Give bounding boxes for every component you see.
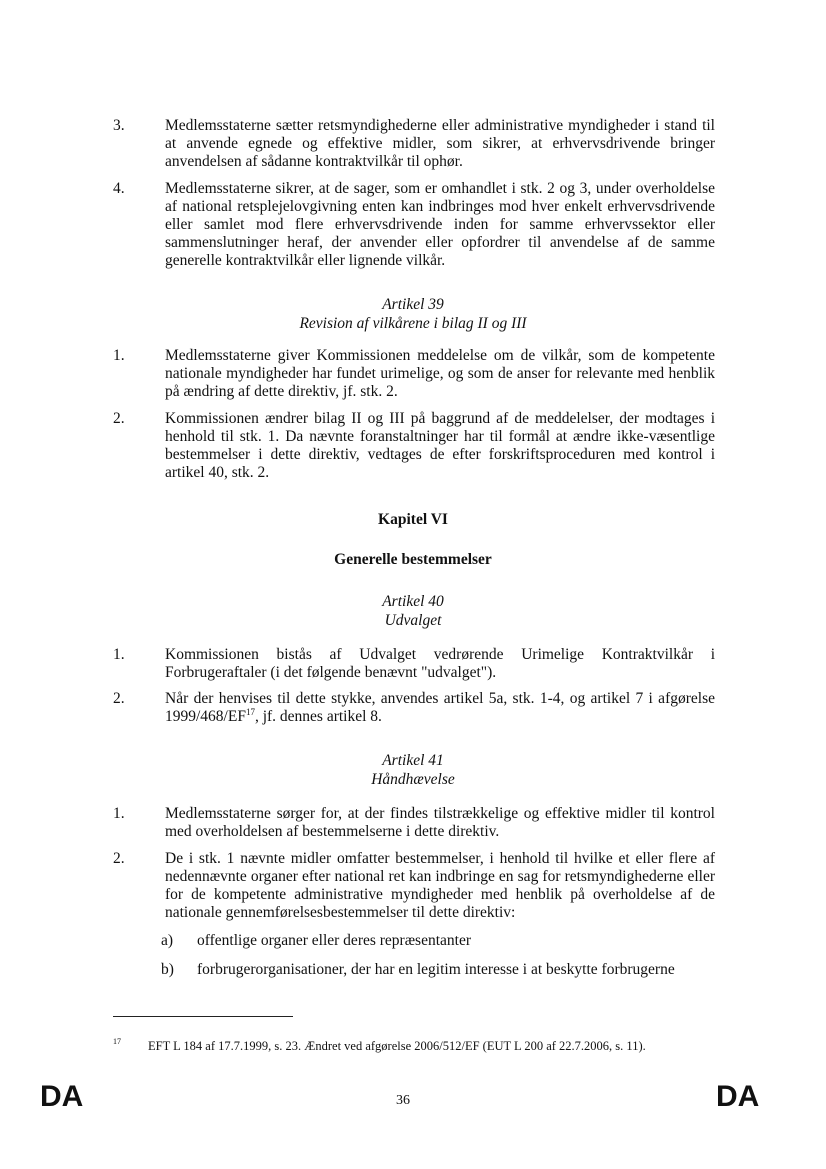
article-40-title: Artikel 40 (382, 593, 444, 610)
footnote-reference[interactable]: 17 (245, 706, 255, 717)
paragraph-text: Kommissionen bistås af Udvalget vedrørende Urimelige Kontraktvilkår i Forbrugeraftaler (i det følgende benævnt "udvalget"). (165, 646, 715, 681)
paragraph-number: 2. (113, 690, 125, 707)
paragraph-text: De i stk. 1 nævnte midler omfatter bestemmelser, i henhold til hvilke et eller flere af nedennævnte organer efter national ret kan indbringe en sag for retsmyndighederne eller for de kompetente administrative myndigheder med henblik på overholdelse af de nationale gennemførelsesbestemmelser til dette direktiv: (165, 850, 715, 921)
article-39-title: Artikel 39 (382, 296, 444, 313)
paragraph-text: Medlemsstaterne sikrer, at de sager, som er omhandlet i stk. 2 og 3, under overholdelse af national retsplejelovgivning enten kan indbringes mod hver enkelt erhvervsdrivende eller samlet mod flere erhvervsdrivende inden for samme erhvervssektor eller sammenslutninger heraf, der anvender eller opfordrer til anvendelse af de samme generelle kontraktvilkår eller lignende vilkår. (165, 180, 715, 269)
article-40-subtitle: Udvalget (384, 612, 442, 629)
paragraph-text-part: Når der henvises til dette stykke, anvendes artikel 5a, stk. 1-4, og artikel 7 i afgørelse 1999/468/EF (165, 690, 715, 725)
article-41-title: Artikel 41 (382, 752, 444, 769)
paragraph-text: Kommissionen ændrer bilag II og III på baggrund af de meddelelser, der modtages i henhold til stk. 1. Da nævnte foranstaltninger har til formål at ændre ikke-væsentlige bestemmelser i dette direktiv, vedtages de efter forskriftsproceduren med kontrol i artikel 40, stk. 2. (165, 410, 715, 481)
chapter-subtitle: Generelle bestemmelser (334, 551, 492, 568)
subitem-label: a) (161, 932, 174, 949)
paragraph-number: 4. (113, 180, 125, 197)
paragraph-text-part: , jf. dennes artikel 8. (254, 708, 382, 725)
paragraph-number: 2. (113, 410, 125, 427)
language-code-right: DA (716, 1080, 760, 1113)
subitem-text: offentlige organer eller deres repræsentanter (197, 932, 471, 949)
language-code-left: DA (40, 1080, 84, 1113)
subitem-text: forbrugerorganisationer, der har en legitim interesse i at beskytte forbrugerne (197, 961, 675, 978)
paragraph-text: Medlemsstaterne giver Kommissionen meddelelse om de vilkår, som de kompetente nationale myndigheder har fundet urimelige, og som de anser for relevante med henblik på ændring af dette direktiv, jf. stk. 2. (165, 347, 715, 400)
paragraph-number: 1. (113, 347, 125, 364)
footnote-number: 17 (113, 1037, 121, 1046)
paragraph-text: Medlemsstaterne sørger for, at der findes tilstrækkelige og effektive midler til kontrol med overholdelsen af bestemmelserne i dette direktiv. (165, 805, 715, 840)
paragraph-number: 3. (113, 117, 125, 134)
page-number: 36 (396, 1093, 410, 1108)
article-39-subtitle: Revision af vilkårene i bilag II og III (299, 315, 527, 332)
paragraph-text: Medlemsstaterne sætter retsmyndighederne eller administrative myndigheder i stand til at anvende egnede og effektive midler, som sikrer, at erhvervsdrivende bringer anvendelsen af sådanne kontraktvilkår til ophør. (165, 117, 715, 170)
paragraph-text (165, 690, 715, 726)
article-41-subtitle: Håndhævelse (371, 771, 455, 788)
chapter-title: Kapitel VI (378, 511, 448, 528)
footnote-divider (113, 1016, 293, 1017)
paragraph-number: 1. (113, 805, 125, 822)
paragraph-number: 1. (113, 646, 125, 663)
paragraph-number: 2. (113, 850, 125, 867)
footnote-text: EFT L 184 af 17.7.1999, s. 23. Ændret ved afgørelse 2006/512/EF (EUT L 200 af 22.7.2006, s. 11). (148, 1039, 646, 1053)
subitem-label: b) (161, 961, 174, 978)
